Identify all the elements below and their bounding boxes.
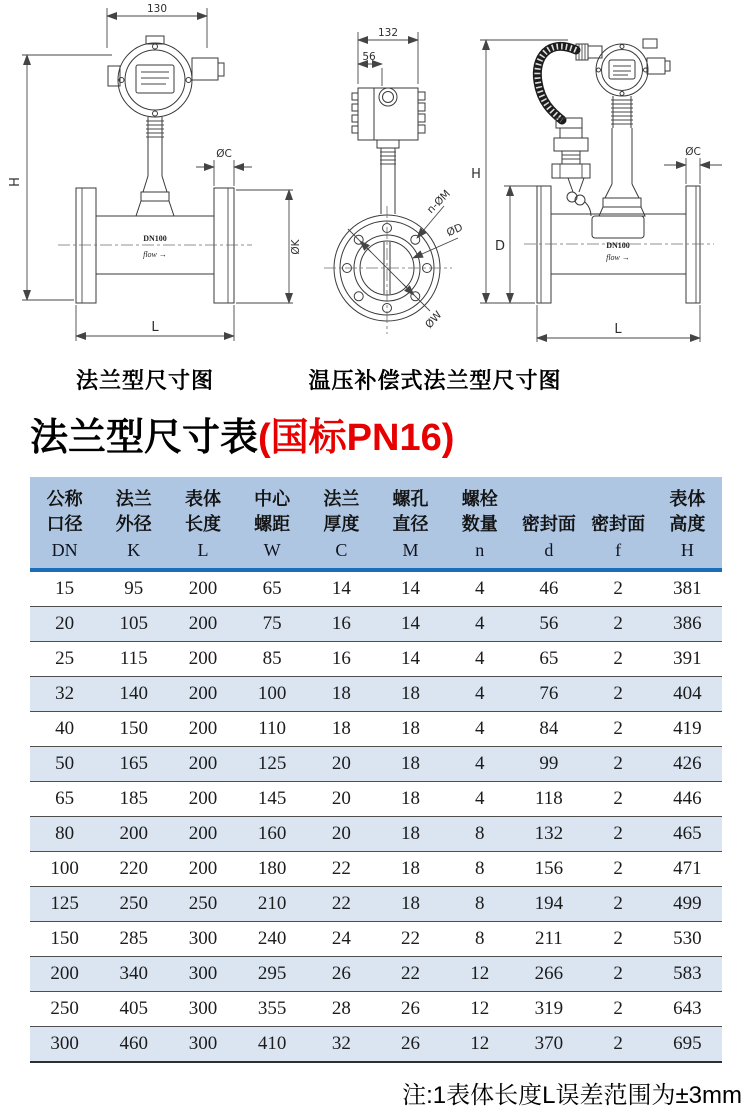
cell: 18: [376, 712, 445, 747]
cell: 2: [584, 852, 653, 887]
cell: 250: [99, 887, 168, 922]
column-header: 表体 高度 H: [653, 477, 722, 570]
cell: 8: [445, 817, 514, 852]
cell: 24: [307, 922, 376, 957]
cell: 200: [168, 747, 237, 782]
cell: 8: [445, 852, 514, 887]
dim-label-height: H: [8, 177, 23, 187]
dim-label-bolt-circle: ØW: [423, 309, 445, 331]
cell: 18: [376, 817, 445, 852]
cell: 2: [584, 642, 653, 677]
table-row: [30, 570, 722, 607]
cell: 419: [653, 712, 722, 747]
cell: 295: [238, 957, 307, 992]
cell: 18: [376, 677, 445, 712]
cell: 4: [445, 782, 514, 817]
cell: 14: [376, 642, 445, 677]
cell: 370: [514, 1027, 583, 1063]
column-header: 法兰 外径 K: [99, 477, 168, 570]
column-header: 法兰 厚度 C: [307, 477, 376, 570]
cell: 140: [99, 677, 168, 712]
cell: 12: [445, 992, 514, 1027]
flange-meter-drawing: [8, 3, 302, 341]
cell: 26: [307, 957, 376, 992]
cell: 300: [30, 1027, 99, 1063]
cell: 165: [99, 747, 168, 782]
cell: 391: [653, 642, 722, 677]
cell: 20: [307, 747, 376, 782]
cell: 18: [376, 852, 445, 887]
cell: 125: [238, 747, 307, 782]
dim-label-bore: ØD: [444, 221, 465, 240]
cell: 125: [30, 887, 99, 922]
table-row: [30, 607, 722, 642]
cell: 643: [653, 992, 722, 1027]
dim-label-flange-od: ØK: [290, 239, 302, 255]
table-row: [30, 677, 722, 712]
cell: 26: [376, 992, 445, 1027]
table-head-row: [30, 477, 722, 570]
cell: 150: [99, 712, 168, 747]
cell: 200: [30, 957, 99, 992]
body-size-label: DN100: [143, 234, 167, 243]
cell: 200: [168, 642, 237, 677]
cell: 200: [168, 570, 237, 607]
cell: 16: [307, 642, 376, 677]
cell: 65: [30, 782, 99, 817]
cell: 4: [445, 570, 514, 607]
cell: 14: [376, 570, 445, 607]
cell: 2: [584, 922, 653, 957]
cell: 18: [376, 782, 445, 817]
cell: 2: [584, 1027, 653, 1063]
cell: 2: [584, 607, 653, 642]
cell: 2: [584, 677, 653, 712]
cell: 110: [238, 712, 307, 747]
cell: 300: [168, 957, 237, 992]
cell: 460: [99, 1027, 168, 1063]
dim-label-flange-thickness: ØC: [685, 146, 701, 158]
cell: 18: [307, 712, 376, 747]
cell: 300: [168, 1027, 237, 1063]
cell: 210: [238, 887, 307, 922]
table-row: [30, 852, 722, 887]
cell: 530: [653, 922, 722, 957]
cell: 32: [307, 1027, 376, 1063]
cell: 118: [514, 782, 583, 817]
title-standard: (国标PN16): [258, 417, 455, 459]
cell: 65: [514, 642, 583, 677]
cell: 22: [376, 922, 445, 957]
cell: 250: [168, 887, 237, 922]
cell: 194: [514, 887, 583, 922]
dim-label-bolt-holes: n-ØM: [424, 187, 453, 216]
cell: 12: [445, 1027, 514, 1063]
cell: 28: [307, 992, 376, 1027]
drawings-canvas: [0, 0, 750, 360]
cell: 12: [445, 957, 514, 992]
table-row: [30, 992, 722, 1027]
cell: 180: [238, 852, 307, 887]
dim-label-flange-thickness: ØC: [216, 148, 232, 160]
cell: 85: [238, 642, 307, 677]
cell: 26: [376, 1027, 445, 1063]
column-header: 密封面 d: [514, 477, 583, 570]
cell: 105: [99, 607, 168, 642]
cell: 381: [653, 570, 722, 607]
caption-flange-type: 法兰型尺寸图: [75, 368, 214, 393]
table-row: [30, 1027, 722, 1063]
cell: 200: [168, 607, 237, 642]
cell: 15: [30, 570, 99, 607]
cell: 46: [514, 570, 583, 607]
cell: 2: [584, 887, 653, 922]
cell: 340: [99, 957, 168, 992]
cell: 2: [584, 782, 653, 817]
caption-compensated-type: 温压补偿式法兰型尺寸图: [308, 368, 562, 393]
cell: 4: [445, 747, 514, 782]
cell: 18: [307, 677, 376, 712]
dim-label-head-offset: 56: [362, 51, 376, 63]
cell: 220: [99, 852, 168, 887]
cell: 200: [168, 852, 237, 887]
cell: 471: [653, 852, 722, 887]
cell: 319: [514, 992, 583, 1027]
cell: 76: [514, 677, 583, 712]
dim-label-length: L: [151, 320, 159, 335]
cell: 115: [99, 642, 168, 677]
cell: 8: [445, 922, 514, 957]
cell: 4: [445, 642, 514, 677]
cell: 185: [99, 782, 168, 817]
cell: 100: [238, 677, 307, 712]
column-header: 公称 口径 DN: [30, 477, 99, 570]
title-text: 法兰型尺寸表: [30, 417, 259, 459]
table-row: [30, 712, 722, 747]
table-row: [30, 922, 722, 957]
cell: 300: [168, 992, 237, 1027]
table-row: [30, 642, 722, 677]
cell: 20: [30, 607, 99, 642]
cell: 583: [653, 957, 722, 992]
footnote: 注:1表体长度L误差范围为±3mm: [402, 1082, 742, 1110]
cell: 18: [376, 887, 445, 922]
cell: 355: [238, 992, 307, 1027]
flow-direction-label: flow →: [143, 250, 167, 259]
column-header: 螺栓 数量 n: [445, 477, 514, 570]
table-row: [30, 957, 722, 992]
table-row: [30, 887, 722, 922]
cell: 4: [445, 607, 514, 642]
technical-drawings: [0, 0, 750, 398]
cell: 695: [653, 1027, 722, 1063]
cell: 404: [653, 677, 722, 712]
cell: 22: [307, 852, 376, 887]
table-body: [30, 570, 722, 1062]
column-header: 螺孔 直径 M: [376, 477, 445, 570]
cell: 200: [168, 677, 237, 712]
cell: 20: [307, 782, 376, 817]
body-size-label: DN100: [606, 241, 630, 250]
cell: 405: [99, 992, 168, 1027]
cell: 410: [238, 1027, 307, 1063]
dim-label-head-width: 130: [146, 3, 168, 15]
cell: 132: [514, 817, 583, 852]
cell: 2: [584, 570, 653, 607]
table-row: [30, 817, 722, 852]
cell: 211: [514, 922, 583, 957]
table-row: [30, 782, 722, 817]
cell: 2: [584, 817, 653, 852]
cell: 2: [584, 712, 653, 747]
column-header: 中心 螺距 W: [238, 477, 307, 570]
cell: 200: [168, 712, 237, 747]
cell: 18: [376, 747, 445, 782]
cell: 20: [307, 817, 376, 852]
cell: 50: [30, 747, 99, 782]
cell: 75: [238, 607, 307, 642]
cell: 250: [30, 992, 99, 1027]
cell: 266: [514, 957, 583, 992]
cell: 40: [30, 712, 99, 747]
cell: 300: [168, 922, 237, 957]
cell: 100: [30, 852, 99, 887]
dim-label-body-height: D: [494, 239, 506, 254]
dim-label-height: H: [471, 167, 481, 182]
column-header: 表体 长度 L: [168, 477, 237, 570]
cell: 499: [653, 887, 722, 922]
cell: 285: [99, 922, 168, 957]
compensated-meter-drawing: [471, 39, 722, 342]
cell: 14: [376, 607, 445, 642]
cell: 22: [376, 957, 445, 992]
cell: 25: [30, 642, 99, 677]
cell: 8: [445, 887, 514, 922]
dim-label-head-depth: 132: [377, 27, 399, 39]
cell: 240: [238, 922, 307, 957]
column-header: 密封面 f: [584, 477, 653, 570]
cell: 386: [653, 607, 722, 642]
flow-direction-label: flow →: [606, 253, 630, 262]
cell: 4: [445, 712, 514, 747]
cell: 4: [445, 677, 514, 712]
cell: 200: [99, 817, 168, 852]
cell: 160: [238, 817, 307, 852]
cell: 2: [584, 747, 653, 782]
cell: 95: [99, 570, 168, 607]
cell: 14: [307, 570, 376, 607]
cell: 84: [514, 712, 583, 747]
flange-face-drawing: [324, 27, 465, 334]
cell: 465: [653, 817, 722, 852]
cell: 150: [30, 922, 99, 957]
cell: 156: [514, 852, 583, 887]
cell: 32: [30, 677, 99, 712]
cell: 2: [584, 992, 653, 1027]
cell: 56: [514, 607, 583, 642]
cell: 22: [307, 887, 376, 922]
cell: 426: [653, 747, 722, 782]
cell: 65: [238, 570, 307, 607]
cell: 2: [584, 957, 653, 992]
cell: 446: [653, 782, 722, 817]
dimension-table: [30, 477, 722, 1063]
section-title: [30, 406, 750, 461]
table-row: [30, 747, 722, 782]
cell: 16: [307, 607, 376, 642]
cell: 145: [238, 782, 307, 817]
cell: 200: [168, 817, 237, 852]
cell: 200: [168, 782, 237, 817]
cell: 80: [30, 817, 99, 852]
dim-label-length: L: [614, 322, 622, 337]
cell: 99: [514, 747, 583, 782]
